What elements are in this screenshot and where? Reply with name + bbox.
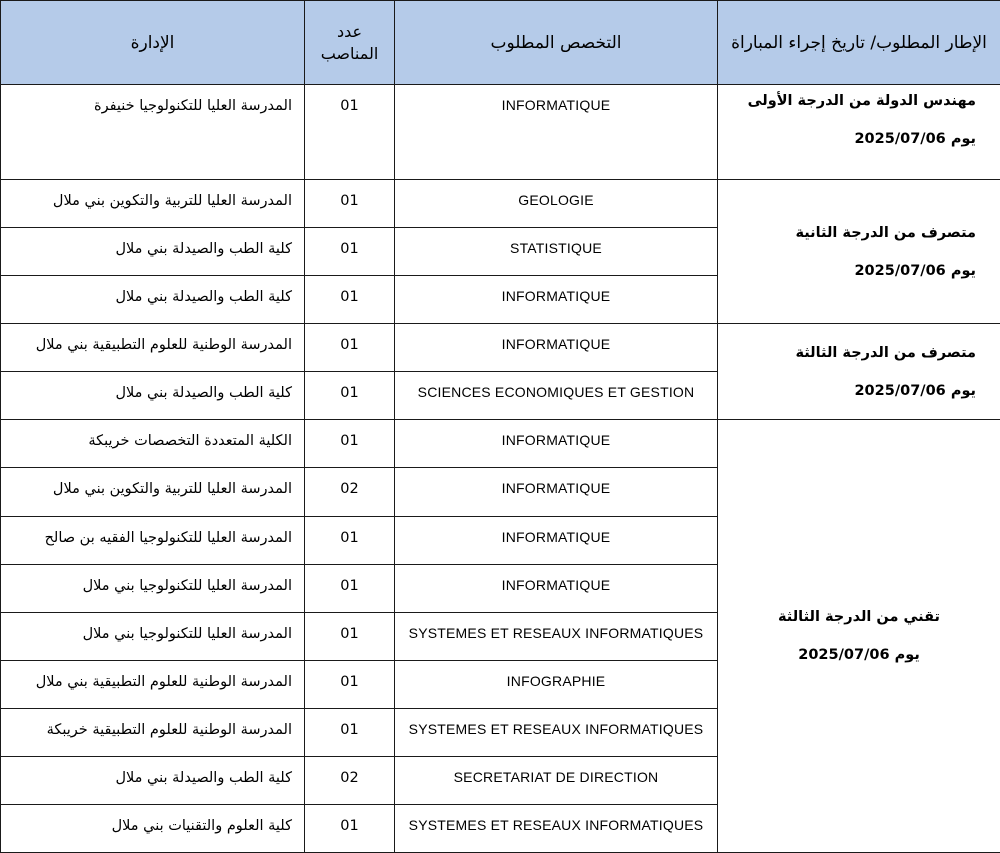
specialty-cell: INFORMATIQUE	[395, 468, 718, 516]
administration-cell: المدرسة العليا للتربية والتكوين بني ملال	[1, 180, 305, 228]
specialty-cell: INFORMATIQUE	[395, 85, 718, 180]
specialty-cell: INFORMATIQUE	[395, 564, 718, 612]
frame-group-3	[718, 324, 1000, 420]
specialty-cell: SECRETARIAT DE DIRECTION	[395, 756, 718, 804]
administration-cell: المدرسة العليا للتكنولوجيا الفقيه بن صالح	[1, 516, 305, 564]
specialty-cell: INFORMATIQUE	[395, 420, 718, 468]
frame-grade: متصرف من الدرجة الثالثة	[795, 344, 976, 361]
exam-date: يوم 2025/07/06	[854, 262, 976, 279]
administration-cell: المدرسة الوطنية للعلوم التطبيقية بني ملال	[1, 660, 305, 708]
posts-cell: 01	[305, 276, 395, 324]
posts-cell: 01	[305, 85, 395, 180]
posts-cell: 01	[305, 372, 395, 420]
posts-cell: 01	[305, 180, 395, 228]
posts-cell: 01	[305, 228, 395, 276]
specialty-cell: INFORMATIQUE	[395, 276, 718, 324]
administration-cell: الكلية المتعددة التخصصات خريبكة	[1, 420, 305, 468]
frame-grade: تقني من الدرجة الثالثة	[778, 609, 940, 626]
exam-date: يوم 2025/07/06	[854, 382, 976, 399]
posts-cell: 01	[305, 804, 395, 852]
exam-date: يوم 2025/07/06	[854, 131, 976, 147]
posts-cell: 01	[305, 516, 395, 564]
administration-cell: كلية الطب والصيدلة بني ملال	[1, 372, 305, 420]
administration-cell: كلية الطب والصيدلة بني ملال	[1, 756, 305, 804]
posts-cell: 01	[305, 708, 395, 756]
exam-date: يوم 2025/07/06	[798, 647, 920, 664]
header-posts-count	[305, 1, 395, 85]
posts-cell: 01	[305, 660, 395, 708]
specialty-cell: SYSTEMES ET RESEAUX INFORMATIQUES	[395, 612, 718, 660]
administration-cell: كلية العلوم والتقنيات بني ملال	[1, 804, 305, 852]
specialty-cell: SYSTEMES ET RESEAUX INFORMATIQUES	[395, 804, 718, 852]
specialty-cell: SCIENCES ECONOMIQUES ET GESTION	[395, 372, 718, 420]
administration-cell: المدرسة الوطنية للعلوم التطبيقية بني ملال	[1, 324, 305, 372]
frame-group-4	[718, 420, 1000, 853]
administration-cell: المدرسة العليا للتكنولوجيا بني ملال	[1, 612, 305, 660]
header-row	[1, 1, 1000, 85]
posts-cell: 01	[305, 324, 395, 372]
header-posts-line2: المناصب	[320, 43, 379, 63]
administration-cell: المدرسة الوطنية للعلوم التطبيقية خريبكة	[1, 708, 305, 756]
header-administration: الإدارة	[1, 1, 305, 85]
table-row	[1, 420, 1000, 468]
posts-cell: 01	[305, 612, 395, 660]
specialty-cell: SYSTEMES ET RESEAUX INFORMATIQUES	[395, 708, 718, 756]
specialty-cell: INFOGRAPHIE	[395, 660, 718, 708]
table-row	[1, 85, 1000, 180]
frame-grade: مهندس الدولة من الدرجة الأولى	[747, 93, 976, 109]
posts-cell: 01	[305, 420, 395, 468]
header-specialty: التخصص المطلوب	[395, 1, 718, 85]
administration-cell: كلية الطب والصيدلة بني ملال	[1, 276, 305, 324]
table-row	[1, 180, 1000, 228]
posts-cell: 01	[305, 564, 395, 612]
specialty-cell: GEOLOGIE	[395, 180, 718, 228]
administration-cell: المدرسة العليا للتكنولوجيا خنيفرة	[1, 85, 305, 180]
administration-cell: كلية الطب والصيدلة بني ملال	[1, 228, 305, 276]
frame-group-1	[718, 85, 1000, 180]
specialty-cell: INFORMATIQUE	[395, 324, 718, 372]
table-row	[1, 324, 1000, 372]
header-posts-line1: عدد	[336, 21, 363, 41]
posts-cell: 02	[305, 468, 395, 516]
specialty-cell: INFORMATIQUE	[395, 516, 718, 564]
frame-group-2	[718, 180, 1000, 324]
specialty-cell: STATISTIQUE	[395, 228, 718, 276]
frame-grade: متصرف من الدرجة الثانية	[795, 224, 976, 241]
header-frame-date: الإطار المطلوب/ تاريخ إجراء المباراة	[718, 1, 1000, 85]
administration-cell: المدرسة العليا للتربية والتكوين بني ملال	[1, 468, 305, 516]
posts-cell: 02	[305, 756, 395, 804]
administration-cell: المدرسة العليا للتكنولوجيا بني ملال	[1, 564, 305, 612]
